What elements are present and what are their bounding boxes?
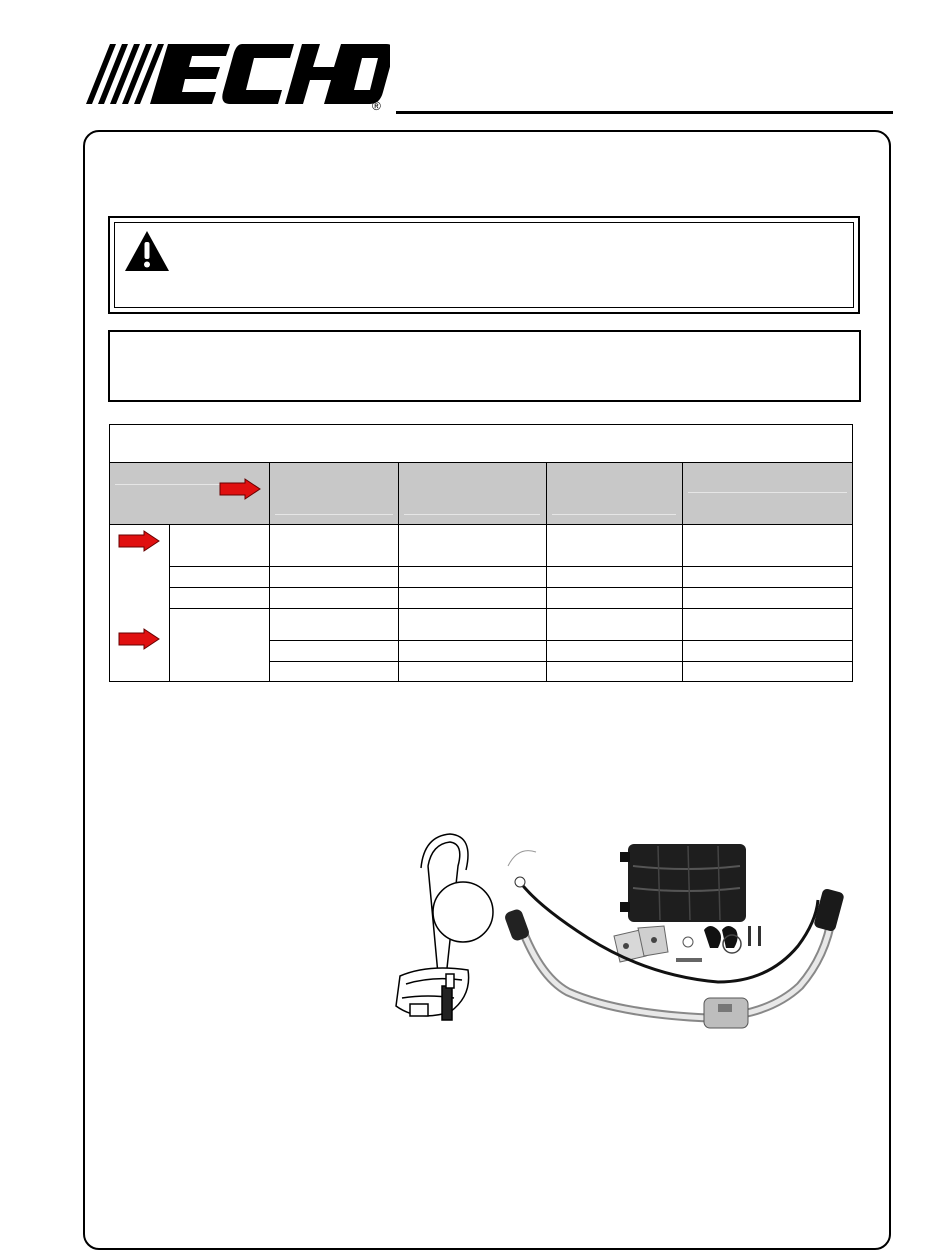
- table-rule: [109, 524, 853, 525]
- table-rule: [546, 524, 547, 682]
- table-border: [852, 462, 853, 682]
- hip-pad-illustration: [620, 844, 746, 922]
- warning-triangle-icon: [123, 229, 171, 273]
- header-rule: [396, 111, 893, 114]
- header-faint-line: [552, 514, 676, 515]
- table-rule: [269, 640, 853, 641]
- parts-illustration: [388, 826, 858, 1046]
- warning-inner-frame: [114, 222, 854, 308]
- notice-box: [108, 330, 861, 402]
- header-faint-line: [275, 514, 393, 515]
- red-arrow-icon: [118, 530, 160, 552]
- mounting-hardware-illustration: [614, 926, 761, 962]
- table-rule: [169, 587, 853, 588]
- table-border: [109, 681, 853, 682]
- table-header-cell: [682, 462, 853, 524]
- table-rule: [169, 608, 853, 609]
- header-faint-line: [404, 514, 540, 515]
- table-border: [109, 462, 853, 463]
- shoulder-harness-illustration: [396, 834, 493, 1020]
- table-rule: [682, 524, 683, 682]
- table-rule: [269, 524, 270, 682]
- echo-logo: [80, 40, 390, 112]
- warning-box: [108, 216, 860, 314]
- table-rule: [398, 524, 399, 682]
- table-title-box: [109, 424, 853, 462]
- table-rule: [169, 566, 853, 567]
- header-faint-line: [688, 492, 847, 493]
- header-faint-line: [115, 484, 223, 485]
- registered-mark: ®: [372, 99, 381, 112]
- red-arrow-icon: [219, 478, 261, 500]
- table-border: [109, 462, 110, 682]
- table-rule: [269, 661, 853, 662]
- parts-table: [109, 462, 853, 682]
- table-rule: [169, 524, 170, 682]
- red-arrow-icon: [118, 628, 160, 650]
